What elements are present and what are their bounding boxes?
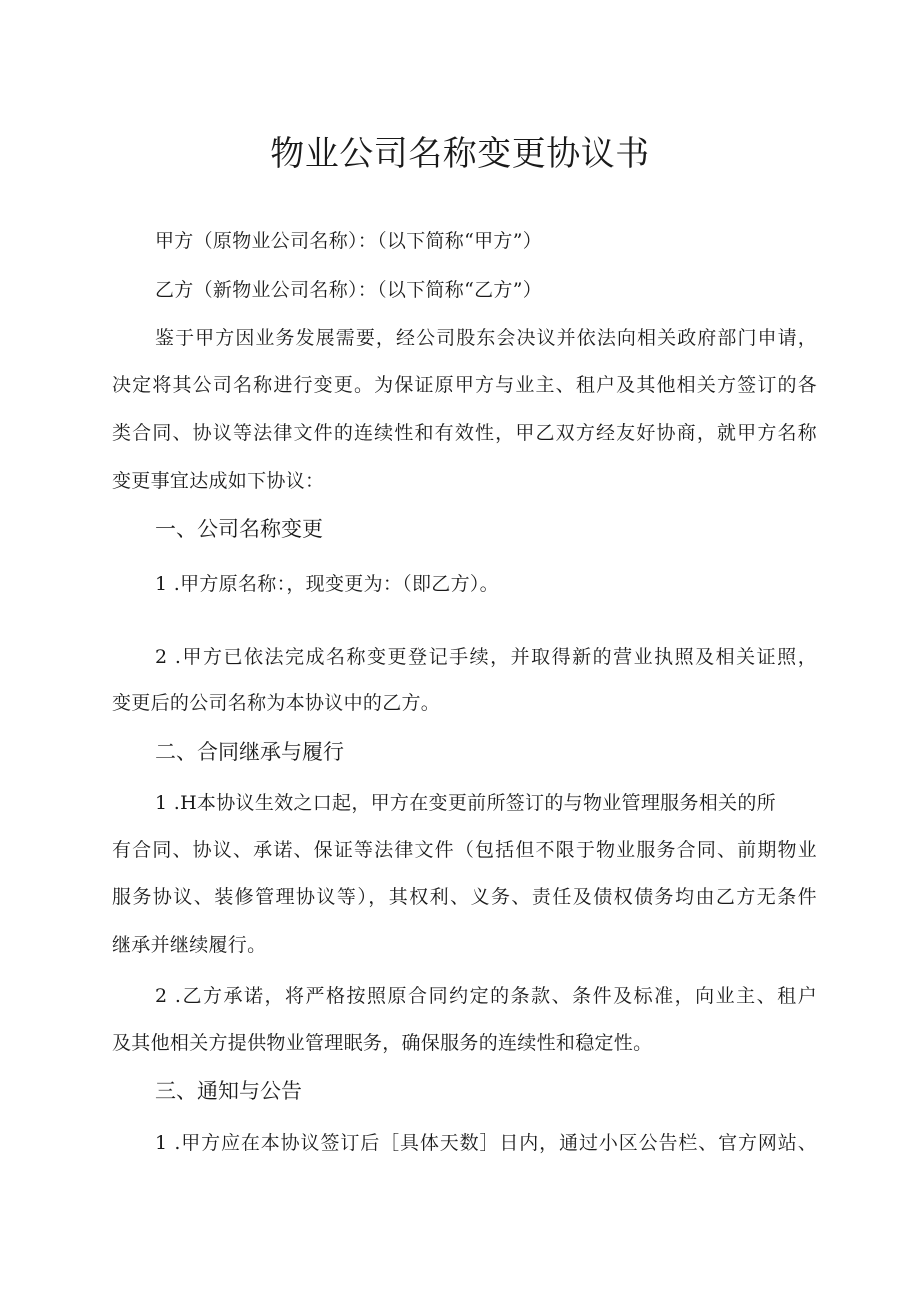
- preamble-line: 变更事宜达成如下协议：: [112, 470, 325, 492]
- section-heading: 三、通知与公告: [155, 1079, 302, 1103]
- clause-line: 1 .H本协议生效之口起，甲方在变更前所签订的与物业管理服务相关的所: [155, 792, 776, 814]
- clause-line: 变更后的公司名称为本协议中的乙方。: [112, 692, 441, 714]
- clause-line: 继承并继续履行。: [112, 934, 267, 956]
- section-heading: 二、合同继承与履行: [155, 740, 344, 764]
- preamble-line: 鉴于甲方因业务发展需要，经公司股东会决议并依法向相关政府部门申请，: [155, 327, 817, 349]
- party-a-line: 甲方（原物业公司名称）：（以下简称“甲方”）: [155, 230, 543, 252]
- clause-line: 及其他相关方提供物业管理眠务，确保服务的连续性和稳定性。: [112, 1032, 653, 1054]
- preamble-line: 决定将其公司名称进行变更。为保证原甲方与业主、租户及其他相关方签订的各: [112, 374, 817, 396]
- clause-line: 1 .甲方应在本协议签订后［具体天数］日内，通过小区公告栏、官方网站、: [155, 1132, 817, 1154]
- party-b-line: 乙方（新物业公司名称）：（以下简称“乙方”）: [155, 279, 543, 301]
- preamble-line: 类合同、协议等法律文件的连续性和有效性，甲乙双方经友好协商，就甲方名称: [112, 422, 817, 444]
- clause-line: 2 .甲方已依法完成名称变更登记手续，并取得新的营业执照及相关证照，: [155, 646, 817, 668]
- clause-line: 服务协议、装修管理协议等），其权利、义务、责任及债权债务均由乙方无条件: [112, 886, 817, 908]
- clause-line: 有合同、协议、承诺、保证等法律文件（包括但不限于物业服务合同、前期物业: [112, 839, 817, 861]
- document-title: 物业公司名称变更协议书: [270, 134, 650, 174]
- section-heading: 一、公司名称变更: [155, 517, 323, 541]
- clause-line: 1 .甲方原名称：，现变更为：（即乙方）。: [155, 573, 499, 595]
- clause-line: 2 .乙方承诺，将严格按照原合同约定的条款、条件及标准，向业主、租户: [155, 985, 817, 1007]
